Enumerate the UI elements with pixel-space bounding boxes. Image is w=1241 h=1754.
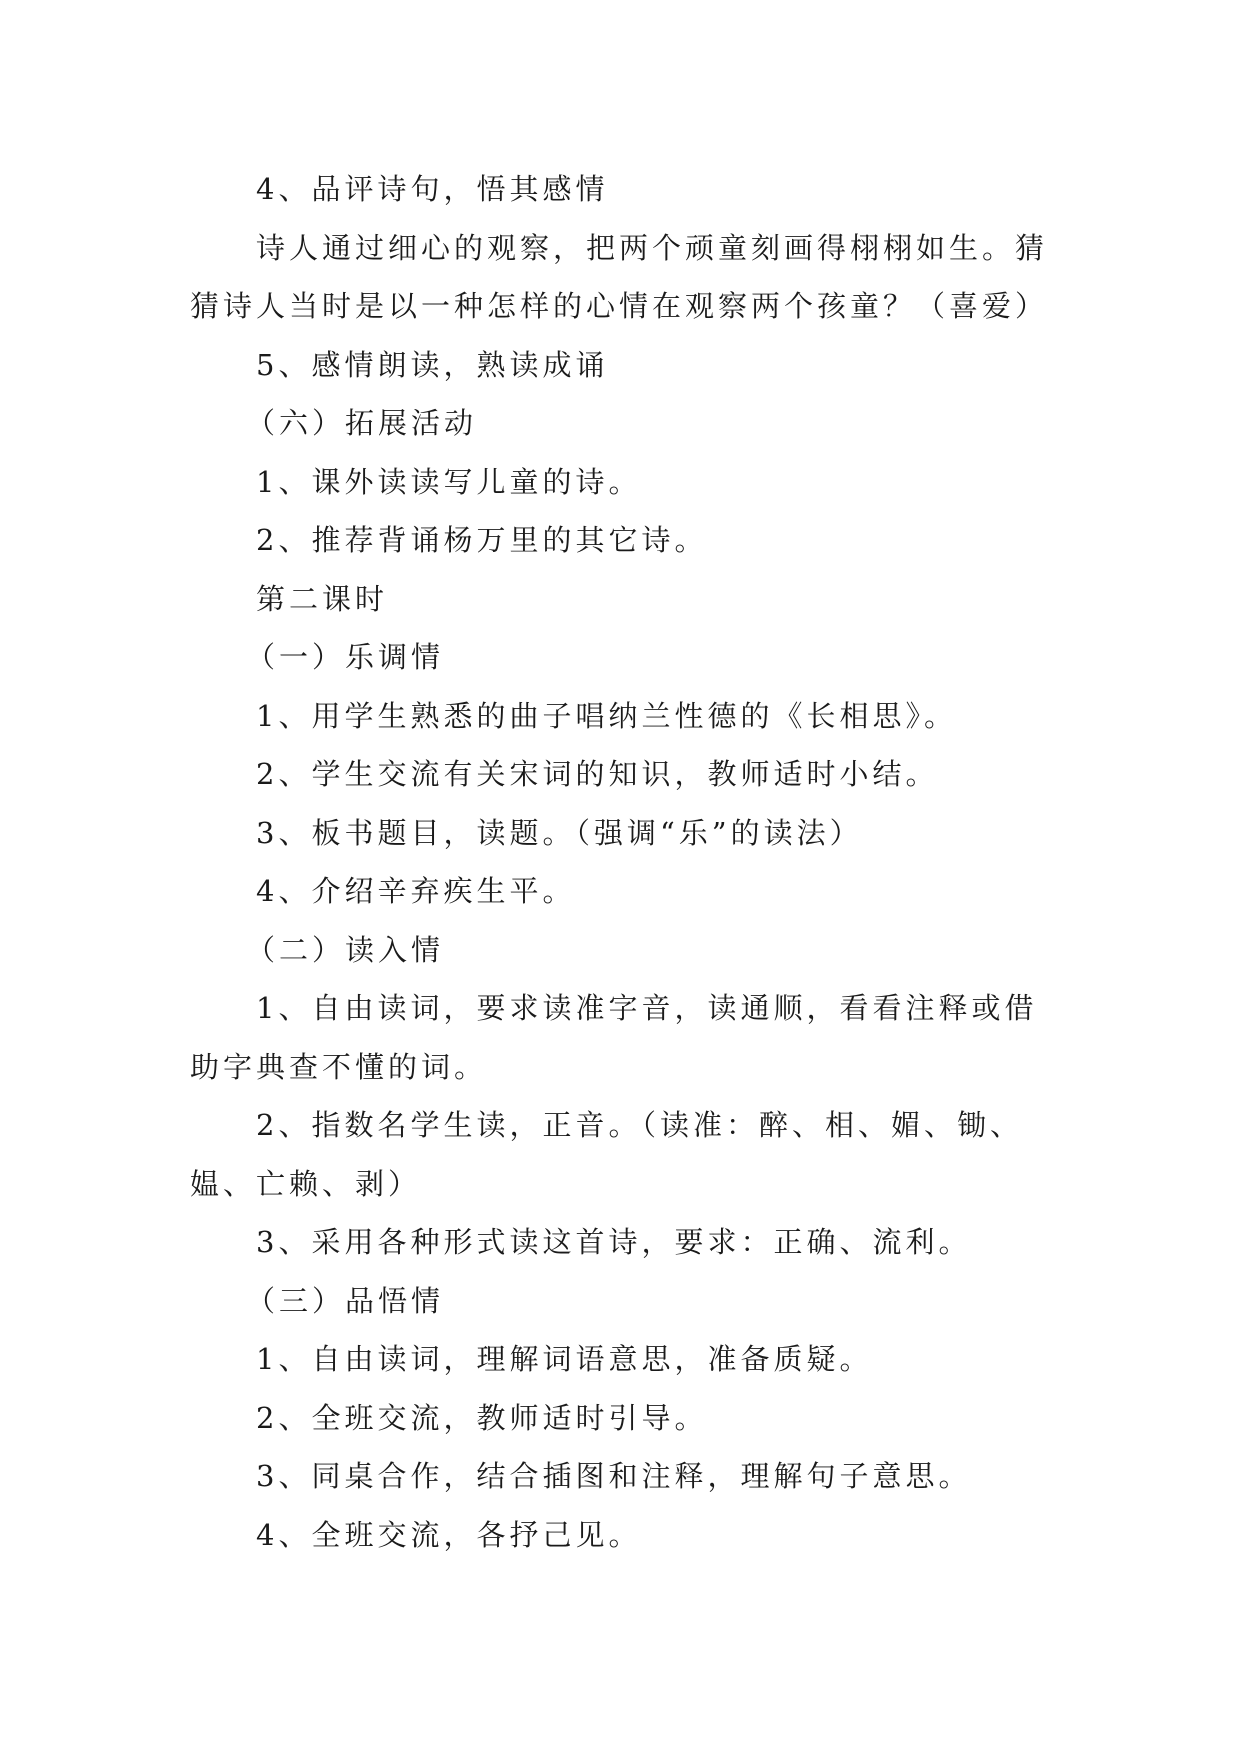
paragraph-reading-3: 3、采用各种形式读这首诗，要求：正确、流利。 [256, 1225, 972, 1259]
paragraph-reading-2: 2、指数名学生读，正音。（读准：醉、相、媚、锄、媪、亡赖、剥） [190, 1108, 1023, 1201]
heading-section-3-appreciation: （三）品悟情 [246, 1283, 445, 1318]
paragraph-reading-1: 1、自由读词，要求读准字音，读通顺，看看注释或借助字典查不懂的词。 [190, 991, 1038, 1084]
paragraph-appreciation-4: 4、全班交流，各抒己见。 [256, 1517, 642, 1552]
heading-section-1-music: （一）乐调情 [246, 640, 445, 674]
heading-section-2-reading: （二）读入情 [246, 932, 445, 967]
paragraph-poet-observation: 诗人通过细心的观察，把两个顽童刻画得栩栩如生。猜猜诗人当时是以一种怎样的心情在观察两个孩童？（喜爱） [190, 230, 1049, 323]
document-body [190, 160, 1060, 1564]
paragraph-music-1: 1、用学生熟悉的曲子唱纳兰性德的《长相思》。 [256, 698, 957, 733]
paragraph-music-3: 3、板书题目，读题。（强调“乐”的读法） [256, 815, 863, 850]
paragraph-music-2: 2、学生交流有关宋词的知识，教师适时小结。 [256, 757, 939, 791]
paragraph-music-4: 4、介绍辛弃疾生平。 [256, 874, 576, 908]
heading-second-lesson: 第二课时 [256, 581, 389, 616]
paragraph-extension-1: 1、课外读读写儿童的诗。 [256, 464, 642, 499]
paragraph-step-4-appreciate: 4、品评诗句，悟其感情 [256, 172, 609, 206]
paragraph-appreciation-2: 2、全班交流，教师适时引导。 [256, 1400, 708, 1435]
paragraph-step-5-recite: 5、感情朗读，熟读成诵 [256, 347, 609, 382]
paragraph-extension-2: 2、推荐背诵杨万里的其它诗。 [256, 523, 708, 557]
paragraph-appreciation-1: 1、自由读词，理解词语意思，准备质疑。 [256, 1342, 873, 1376]
heading-section-6-extension: （六）拓展活动 [246, 406, 478, 440]
paragraph-appreciation-3: 3、同桌合作，结合插图和注释，理解句子意思。 [256, 1459, 972, 1493]
